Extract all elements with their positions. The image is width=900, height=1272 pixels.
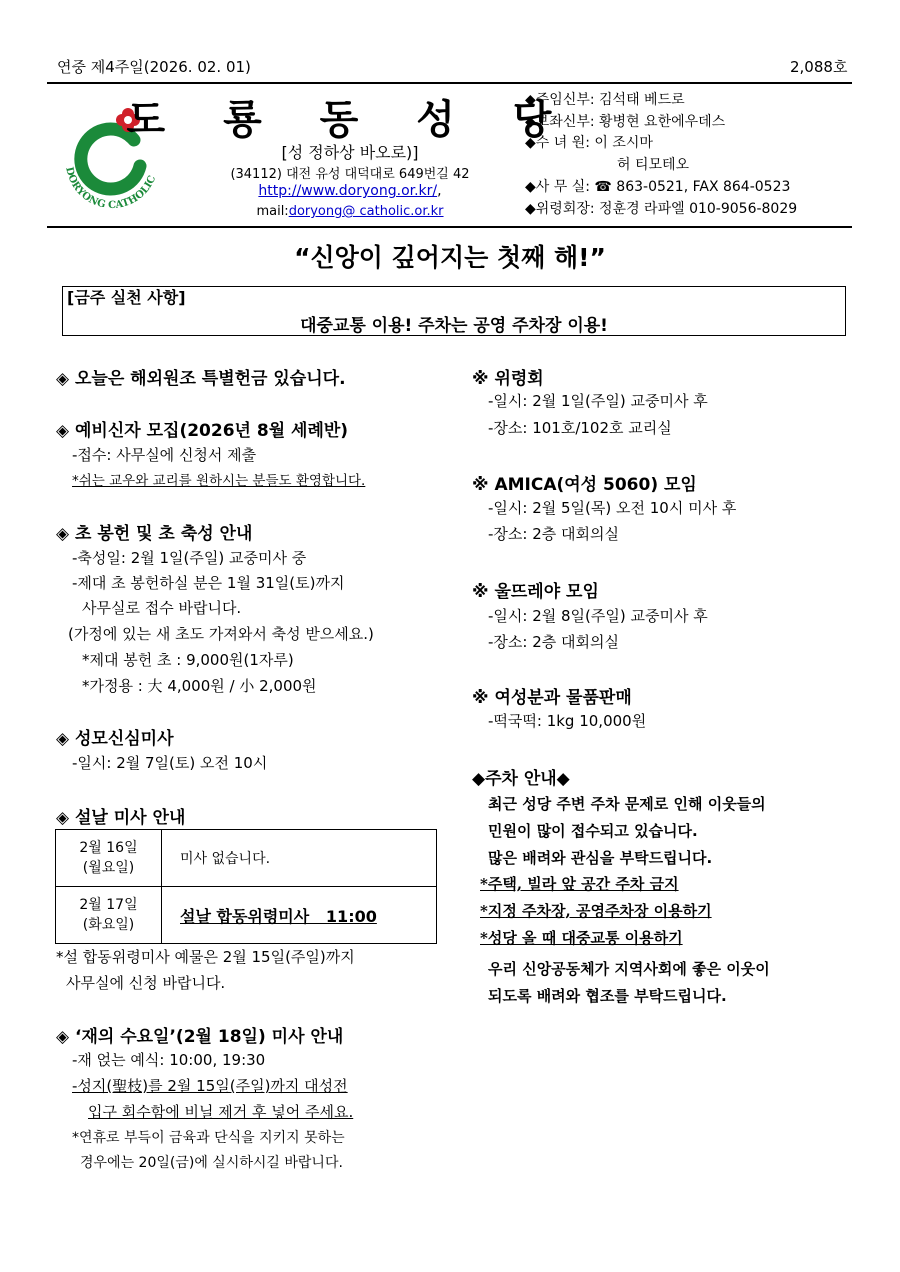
amica-line-1: -일시: 2월 5일(목) 오전 10시 미사 후 <box>488 499 737 517</box>
ash-line-1: -재 얹는 예식: 10:00, 19:30 <box>72 1051 266 1069</box>
website-line: http://www.doryong.or.kr/, <box>258 183 442 199</box>
logo-text: DORYONG CATHOLIC <box>63 166 159 211</box>
section-ash-wednesday: ◈ ‘재의 수요일’(2월 18일) 미사 안내 <box>56 1027 344 1047</box>
parking-line-4: *주택, 빌라 앞 공간 주차 금지 <box>480 875 679 893</box>
ash-line-4: *연휴로 부득이 금육과 단식을 지키지 못하는 <box>72 1130 345 1146</box>
table-cell-date: 2월 17일 (화요일) <box>56 887 162 944</box>
table-cell-text: 미사 없습니다. <box>162 830 437 887</box>
ash-line-2: -성지(聖枝)를 2월 15일(주일)까지 대성전 <box>72 1077 348 1095</box>
catechumen-line-1: -접수: 사무실에 신청서 제출 <box>72 446 257 464</box>
marian-mass-line-1: -일시: 2월 7일(토) 오전 10시 <box>72 754 268 772</box>
parking-line-2: 민원이 많이 접수되고 있습니다. <box>488 822 698 840</box>
parking-line-7: 우리 신앙공동체가 지역사회에 좋은 이웃이 <box>488 960 770 978</box>
practice-label: [금주 실천 사항] <box>67 288 186 307</box>
table-cell-text: 설날 합동위령미사 11:00 <box>162 887 437 944</box>
new-year-note-2: 사무실에 신청 바랍니다. <box>66 974 226 992</box>
candle-line-1: -축성일: 2월 1일(주일) 교중미사 중 <box>72 549 307 567</box>
section-candle: ◈ 초 봉헌 및 초 축성 안내 <box>56 524 253 544</box>
mail-link[interactable]: doryong@ catholic.or.kr <box>288 204 444 219</box>
candle-line-3: 사무실로 접수 바랍니다. <box>82 599 242 617</box>
ultreya-line-2: -장소: 2층 대회의실 <box>488 633 619 651</box>
section-new-year-mass: ◈ 설날 미사 안내 <box>56 808 186 828</box>
memorial-line-1: -일시: 2월 1일(주일) 교중미사 후 <box>488 392 708 410</box>
staff-sisters: ◆수 녀 원: 이 조시마 <box>525 135 653 152</box>
table-cell-date: 2월 16일 (월요일) <box>56 830 162 887</box>
parking-line-3: 많은 배려와 관심을 부탁드립니다. <box>488 849 713 867</box>
mail-line: mail:doryong@ catholic.or.kr <box>256 204 444 219</box>
new-year-mass-table <box>55 829 437 944</box>
staff-chairman: ◆위령회장: 정훈경 라파엘 010-9056-8029 <box>525 200 798 217</box>
parking-line-6: *성당 올 때 대중교통 이용하기 <box>480 929 683 947</box>
staff-assistant: ◆보좌신부: 황병현 요한에우데스 <box>525 113 726 130</box>
section-marian-mass: ◈ 성모신심미사 <box>56 729 174 749</box>
section-overseas-offering: ◈ 오늘은 해외원조 특별헌금 있습니다. <box>56 369 346 389</box>
candle-line-4: (가정에 있는 새 초도 가져와서 축성 받으세요.) <box>68 625 374 643</box>
section-women-sale: ※ 여성분과 물품판매 <box>472 688 632 708</box>
section-parking: ◆주차 안내◆ <box>472 769 570 789</box>
staff-pastor: ◆주임신부: 김석태 베드로 <box>525 92 685 108</box>
header-top-rule <box>47 82 852 84</box>
issue-date: 연중 제4주일(2026. 02. 01) <box>57 58 251 76</box>
women-sale-line-1: -떡국떡: 1kg 10,000원 <box>488 712 647 730</box>
staff-list <box>525 90 797 220</box>
amica-line-2: -장소: 2층 대회의실 <box>488 525 619 543</box>
header-bottom-rule <box>47 226 852 228</box>
catechumen-line-2: *쉬는 교우와 교리를 원하시는 분들도 환영합니다. <box>72 473 366 489</box>
patron-name: [성 정하상 바오로)] <box>281 143 419 162</box>
candle-line-6: *가정용 : 大 4,000원 / 小 2,000원 <box>82 677 317 695</box>
new-year-note-1: *설 합동위령미사 예물은 2월 15일(주일)까지 <box>56 948 355 966</box>
section-memorial-society: ※ 위령회 <box>472 369 544 389</box>
staff-sisters-2: 허 티모테오 <box>617 157 690 174</box>
section-ultreya: ※ 울뜨레야 모임 <box>472 582 599 602</box>
table-row <box>56 830 437 887</box>
staff-office: ◆사 무 실: ☎ 863-0521, FAX 864-0523 <box>525 178 791 195</box>
section-catechumen: ◈ 예비신자 모집(2026년 8월 세례반) <box>56 421 349 441</box>
ash-line-5: 경우에는 20일(금)에 실시하시길 바랍니다. <box>80 1155 343 1171</box>
parking-line-8: 되도록 배려와 협조를 부탁드립니다. <box>488 987 727 1005</box>
memorial-line-2: -장소: 101호/102호 교리실 <box>488 419 672 437</box>
ash-line-3: 입구 회수함에 비닐 제거 후 넣어 주세요. <box>88 1103 354 1121</box>
practice-box <box>62 286 846 336</box>
practice-text: 대중교통 이용! 주차는 공영 주차장 이용! <box>300 316 608 336</box>
slogan: “신앙이 깊어지는 첫째 해!” <box>294 243 606 272</box>
parking-line-1: 최근 성당 주변 주차 문제로 인해 이웃들의 <box>488 795 766 813</box>
candle-line-5: *제대 봉헌 초 : 9,000원(1자루) <box>82 651 294 669</box>
parking-line-5: *지정 주차장, 공영주차장 이용하기 <box>480 902 712 920</box>
parish-address: (34112) 대전 유성 대덕대로 649번길 42 <box>230 167 470 182</box>
section-amica: ※ AMICA(여성 5060) 모임 <box>472 475 697 495</box>
ultreya-line-1: -일시: 2월 8일(주일) 교중미사 후 <box>488 607 708 625</box>
issue-number: 2,088호 <box>790 58 848 76</box>
candle-line-2: -제대 초 봉헌하실 분은 1월 31일(토)까지 <box>72 574 345 592</box>
website-link[interactable]: http://www.doryong.or.kr/ <box>258 183 438 199</box>
parish-name: 도 룡 동 성 당 <box>126 97 574 143</box>
table-row <box>56 887 437 944</box>
